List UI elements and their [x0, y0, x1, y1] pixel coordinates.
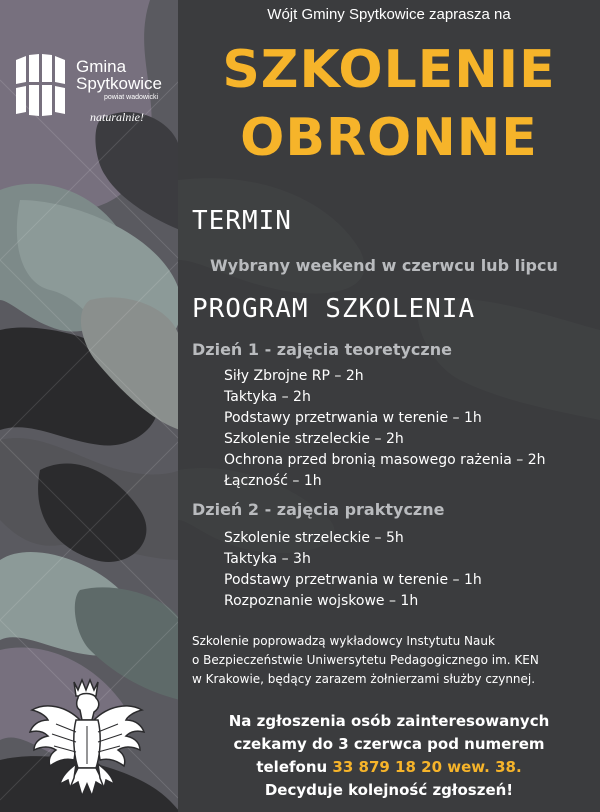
list-item: Taktyka – 3h — [224, 551, 311, 567]
list-item: Szkolenie strzeleckie – 5h — [224, 530, 404, 546]
title-line1: SZKOLENIE — [222, 40, 556, 100]
list-item: Podstawy przetrwania w terenie – 1h — [224, 572, 482, 588]
contact-line4: Decyduje kolejność zgłoszeń! — [264, 781, 514, 799]
contact-block — [178, 710, 600, 802]
note-line1: Szkolenie poprowadzą wykładowcy Instytutu Nauk — [192, 634, 495, 648]
termin-value: Wybrany weekend w czerwcu lub lipcu — [210, 256, 558, 275]
day1-title: Dzień 1 - zajęcia teoretyczne — [192, 340, 452, 359]
contact-line3 — [178, 756, 600, 779]
note-line2: o Bezpieczeństwie Uniwersytetu Pedagogicznego im. KEN — [192, 653, 539, 667]
list-item: Łączność – 1h — [224, 473, 322, 489]
list-item: Taktyka – 2h — [224, 389, 311, 405]
list-item: Podstawy przetrwania w terenie – 1h — [224, 410, 482, 426]
logo-name-line2: Spytkowice — [76, 74, 162, 93]
logo-name — [76, 58, 162, 92]
list-item: Rozpoznanie wojskowe – 1h — [224, 593, 419, 609]
polish-eagle-icon — [26, 676, 146, 806]
contact-line1: Na zgłoszenia osób zainteresowanych — [228, 712, 550, 730]
note-line3: w Krakowie, będący zarazem żołnierzami służby czynnej. — [192, 672, 536, 686]
logo-name-line1: Gmina — [76, 57, 127, 76]
program-heading: PROGRAM SZKOLENIA — [192, 294, 476, 324]
title-line2: OBRONNE — [240, 108, 538, 168]
day2-title: Dzień 2 - zajęcia praktyczne — [192, 500, 445, 519]
contact-line2: czekamy do 3 czerwca pod numerem — [233, 735, 545, 753]
logo-tagline: naturalnie! — [90, 110, 144, 124]
list-item: Szkolenie strzeleckie – 2h — [224, 431, 404, 447]
termin-heading: TERMIN — [192, 206, 292, 236]
gmina-logo — [12, 52, 162, 132]
list-item: Siły Zbrojne RP – 2h — [224, 368, 364, 384]
invite-line: Wójt Gminy Spytkowice zaprasza na — [267, 6, 511, 23]
logo-subtitle: powiat wadowicki — [104, 94, 159, 101]
contact-phone: 33 879 18 20 wew. 38. — [332, 758, 522, 776]
list-item: Ochrona przed bronią masowego rażenia – 2h — [224, 452, 546, 468]
day2-list — [224, 528, 482, 612]
day1-list — [224, 366, 546, 492]
contact-phone-prefix: telefonu — [256, 758, 328, 776]
instructors-note — [192, 632, 592, 689]
gmina-logo-icon — [12, 52, 72, 126]
